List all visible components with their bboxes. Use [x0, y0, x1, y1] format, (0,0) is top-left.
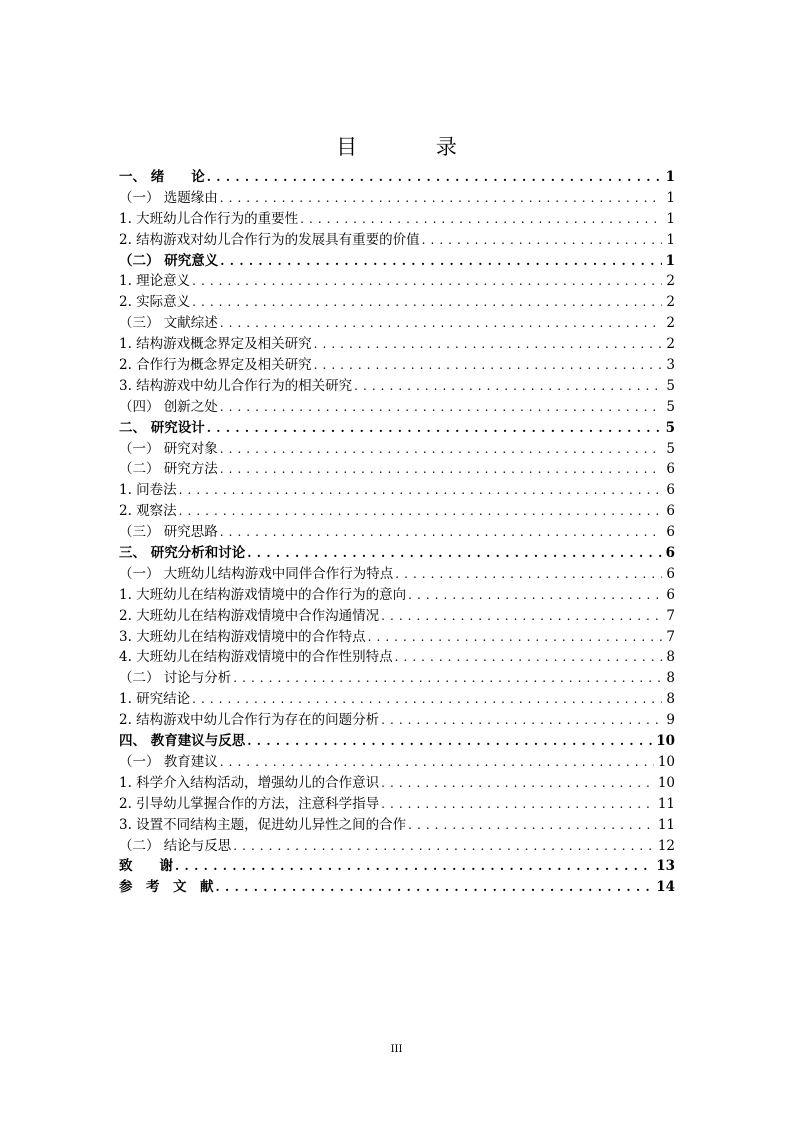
dot-leader: [207, 418, 662, 439]
dot-leader: [179, 501, 663, 522]
dot-leader: [247, 731, 652, 752]
dot-leader: [175, 856, 652, 877]
toc-entry-label: （一） 教育建议: [119, 753, 218, 770]
toc-entry[interactable]: [119, 564, 675, 585]
toc-entry[interactable]: [119, 689, 675, 710]
toc-entry-page: 1: [666, 231, 675, 248]
dot-leader: [314, 334, 663, 355]
toc-entry-label: 参 考 文 献: [119, 879, 214, 896]
toc-entry-label: （二） 研究方法: [119, 461, 218, 478]
toc-entry-page: 6: [666, 461, 675, 478]
toc-list: [119, 167, 675, 898]
toc-entry-page: 8: [666, 670, 675, 687]
dot-leader: [220, 397, 663, 418]
toc-entry[interactable]: [119, 271, 675, 292]
toc-entry-label: 二、 研究设计: [119, 419, 205, 436]
page-number: III: [390, 1044, 403, 1055]
toc-entry[interactable]: [119, 188, 675, 209]
toc-entry[interactable]: [119, 376, 675, 397]
toc-entry-page: 10: [657, 774, 675, 791]
dot-leader: [395, 564, 662, 585]
dot-leader: [220, 313, 663, 334]
toc-entry[interactable]: [119, 627, 675, 648]
dot-leader: [220, 188, 663, 209]
toc-entry[interactable]: [119, 313, 675, 334]
toc-entry-label: 1. 大班幼儿在结构游戏情境中的合作行为的意向: [119, 586, 407, 603]
toc-entry[interactable]: [119, 731, 675, 752]
dot-leader: [381, 773, 654, 794]
toc-entry-label: （一） 大班幼儿结构游戏中同伴合作行为特点: [119, 565, 394, 582]
toc-entry-label: 1. 科学介入结构活动，增强幼儿的合作意识: [119, 774, 380, 791]
toc-entry-page: 6: [665, 545, 675, 562]
toc-entry[interactable]: [119, 836, 675, 857]
toc-entry-label: 1. 结构游戏概念界定及相关研究: [119, 336, 312, 353]
toc-entry-label: 1. 研究结论: [119, 691, 191, 708]
toc-entry-page: 12: [657, 837, 675, 854]
toc-entry[interactable]: [119, 480, 675, 501]
toc-entry-label: （二） 研究意义: [119, 252, 219, 269]
toc-entry-label: 2. 结构游戏对幼儿合作行为的发展具有重要的价值: [119, 231, 420, 248]
toc-entry[interactable]: [119, 522, 675, 543]
dot-leader: [314, 355, 663, 376]
dot-leader: [381, 710, 662, 731]
toc-entry-label: 3. 设置不同结构主题，促进幼儿异性之间的合作: [119, 816, 407, 833]
toc-entry[interactable]: [119, 877, 675, 898]
toc-entry[interactable]: [119, 856, 675, 877]
toc-entry-label: 2. 大班幼儿在结构游戏情境中合作沟通情况: [119, 607, 380, 624]
toc-entry[interactable]: [119, 606, 675, 627]
dot-leader: [381, 606, 662, 627]
toc-entry-label: （四） 创新之处: [119, 398, 218, 415]
dot-leader: [247, 543, 661, 564]
toc-entry-page: 5: [665, 419, 675, 436]
toc-entry-label: 2. 结构游戏中幼儿合作行为存在的问题分析: [119, 712, 380, 729]
toc-entry[interactable]: [119, 647, 675, 668]
dot-leader: [395, 647, 663, 668]
toc-entry[interactable]: [119, 251, 675, 272]
dot-leader: [192, 689, 662, 710]
toc-entry-page: 7: [666, 628, 675, 645]
toc-entry-label: 四、 教育建议与反思: [119, 733, 246, 750]
toc-entry[interactable]: [119, 815, 675, 836]
toc-entry[interactable]: [119, 167, 675, 188]
toc-entry-label: （三） 研究思路: [119, 524, 218, 541]
toc-entry-label: 2. 实际意义: [119, 294, 191, 311]
toc-entry-page: 5: [666, 440, 675, 457]
toc-entry-page: 6: [666, 524, 675, 541]
toc-entry-page: 1: [665, 252, 675, 269]
dot-leader: [300, 209, 662, 230]
toc-entry-page: 11: [657, 795, 675, 812]
toc-entry-label: （二） 结论与反思: [119, 837, 232, 854]
toc-entry-page: 2: [666, 336, 675, 353]
dot-leader: [233, 836, 654, 857]
toc-entry-page: 2: [666, 294, 675, 311]
toc-entry-page: 6: [666, 565, 675, 582]
toc-entry[interactable]: [119, 543, 675, 564]
toc-entry[interactable]: [119, 209, 675, 230]
toc-entry[interactable]: [119, 459, 675, 480]
dot-leader: [216, 877, 653, 898]
toc-entry-page: 11: [657, 816, 675, 833]
toc-entry[interactable]: [119, 773, 675, 794]
toc-entry-label: 2. 观察法: [119, 503, 177, 520]
toc-entry[interactable]: [119, 292, 675, 313]
toc-entry[interactable]: [119, 794, 675, 815]
dot-leader: [233, 668, 662, 689]
toc-entry[interactable]: [119, 334, 675, 355]
dot-leader: [368, 627, 663, 648]
dot-leader: [220, 251, 661, 272]
toc-entry-label: （三） 文献综述: [119, 315, 218, 332]
toc-entry-page: 6: [666, 586, 675, 603]
toc-entry-label: 1. 问卷法: [119, 482, 177, 499]
toc-entry[interactable]: [119, 397, 675, 418]
toc-entry-label: （一） 选题缘由: [119, 189, 218, 206]
toc-entry[interactable]: [119, 752, 675, 773]
toc-entry-page: 5: [666, 398, 675, 415]
toc-entry-label: 2. 合作行为概念界定及相关研究: [119, 357, 312, 374]
dot-leader: [422, 230, 663, 251]
toc-entry-page: 1: [666, 210, 675, 227]
toc-entry-page: 6: [666, 503, 675, 520]
toc-entry-label: 致 谢: [119, 858, 173, 875]
dot-leader: [354, 376, 662, 397]
toc-entry-page: 9: [666, 712, 675, 729]
toc-entry-label: 2. 引导幼儿掌握合作的方法，注意科学指导: [119, 795, 380, 812]
toc-entry-label: 4. 大班幼儿在结构游戏情境中的合作性别特点: [119, 649, 393, 666]
toc-entry-page: 3: [666, 357, 675, 374]
toc-entry-page: 6: [666, 482, 675, 499]
toc-entry-label: 一、 绪 论: [119, 169, 205, 185]
dot-leader: [207, 167, 662, 188]
dot-leader: [408, 585, 662, 606]
toc-entry-label: 3. 结构游戏中幼儿合作行为的相关研究: [119, 377, 353, 394]
toc-entry-page: 10: [656, 733, 675, 750]
toc-entry-label: 1. 大班幼儿合作行为的重要性: [119, 210, 299, 227]
dot-leader: [220, 459, 663, 480]
toc-entry-page: 1: [665, 169, 675, 185]
toc-entry[interactable]: [119, 710, 675, 731]
dot-leader: [220, 439, 663, 460]
toc-entry-page: 8: [666, 691, 675, 708]
dot-leader: [220, 522, 663, 543]
toc-entry-page: 1: [666, 189, 675, 206]
toc-entry-page: 5: [666, 377, 675, 394]
dot-leader: [381, 794, 654, 815]
toc-entry-label: （二） 讨论与分析: [119, 670, 232, 687]
toc-entry-page: 14: [656, 879, 675, 896]
dot-leader: [408, 815, 654, 836]
toc-entry[interactable]: [119, 230, 675, 251]
dot-leader: [179, 480, 663, 501]
toc-entry[interactable]: [119, 668, 675, 689]
toc-entry-label: 3. 大班幼儿在结构游戏情境中的合作特点: [119, 628, 366, 645]
toc-entry-label: 1. 理论意义: [119, 273, 191, 290]
toc-entry-page: 7: [666, 607, 675, 624]
toc-entry-page: 2: [666, 273, 675, 290]
toc-entry-page: 2: [666, 315, 675, 332]
toc-entry[interactable]: [119, 355, 675, 376]
dot-leader: [192, 271, 662, 292]
toc-entry[interactable]: [119, 501, 675, 522]
toc-title: 目 录: [336, 135, 493, 160]
toc-entry-page: 8: [666, 649, 675, 666]
toc-entry[interactable]: [119, 439, 675, 460]
toc-entry-page: 10: [657, 753, 675, 770]
dot-leader: [220, 752, 654, 773]
toc-entry-label: 三、 研究分析和讨论: [119, 545, 246, 562]
toc-entry-label: （一） 研究对象: [119, 440, 218, 457]
toc-entry[interactable]: [119, 585, 675, 606]
toc-entry-page: 13: [656, 858, 675, 875]
toc-entry[interactable]: [119, 418, 675, 439]
dot-leader: [192, 292, 662, 313]
